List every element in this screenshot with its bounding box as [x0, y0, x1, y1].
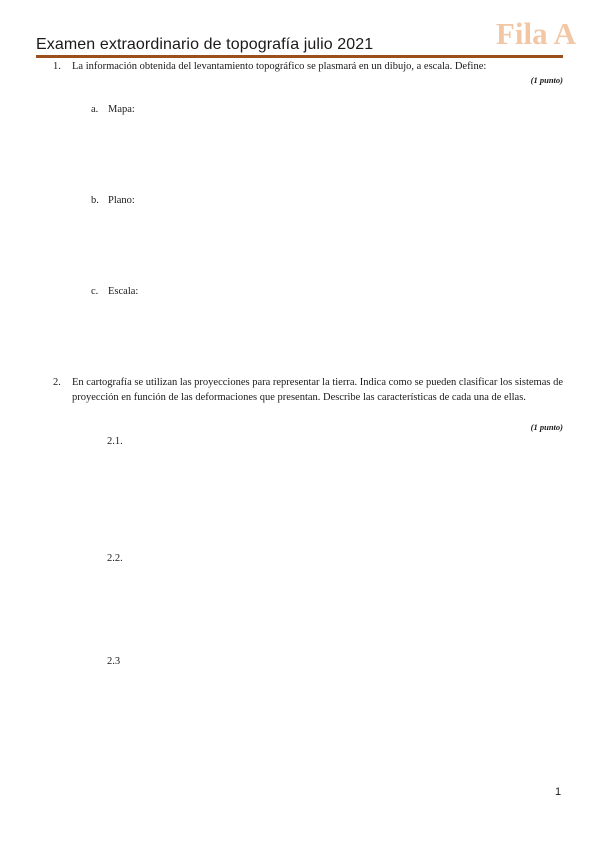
question-2-item-2: 2.2. [107, 553, 123, 564]
question-2-points: (1 punto) [530, 422, 563, 432]
item-label: Plano: [108, 195, 135, 206]
question-1-points: (1 punto) [530, 75, 563, 85]
question-2-item-3: 2.3 [107, 656, 121, 667]
question-1-number: 1. [53, 61, 61, 72]
page-number: 1 [555, 786, 562, 798]
question-2-number: 2. [53, 377, 61, 388]
question-1-text: La información obtenida del levantamiento topográfico se plasmará en un dibujo, a escala. Define: [72, 61, 487, 72]
question-1-item-a [91, 104, 135, 115]
item-label: Escala: [108, 286, 139, 297]
item-label: Mapa: [108, 104, 135, 115]
exam-variant-label: Fila A [495, 16, 576, 51]
exam-title: Examen extraordinario de topografía julio 2021 [36, 36, 374, 53]
question-1-item-b [91, 195, 135, 206]
question-2-item-1: 2.1. [107, 436, 123, 447]
question-1-item-c [91, 286, 138, 297]
question-2-text: En cartografía se utilizan las proyecciones para representar la tierra. Indica como se pueden clasificar los sistemas de proyección en función de las deformaciones que presentan. Describe las características de cada una de ellas. [72, 377, 563, 403]
item-letter: c. [91, 286, 99, 297]
item-letter: a. [91, 104, 99, 115]
header-rule [36, 55, 563, 58]
item-letter: b. [91, 195, 99, 206]
